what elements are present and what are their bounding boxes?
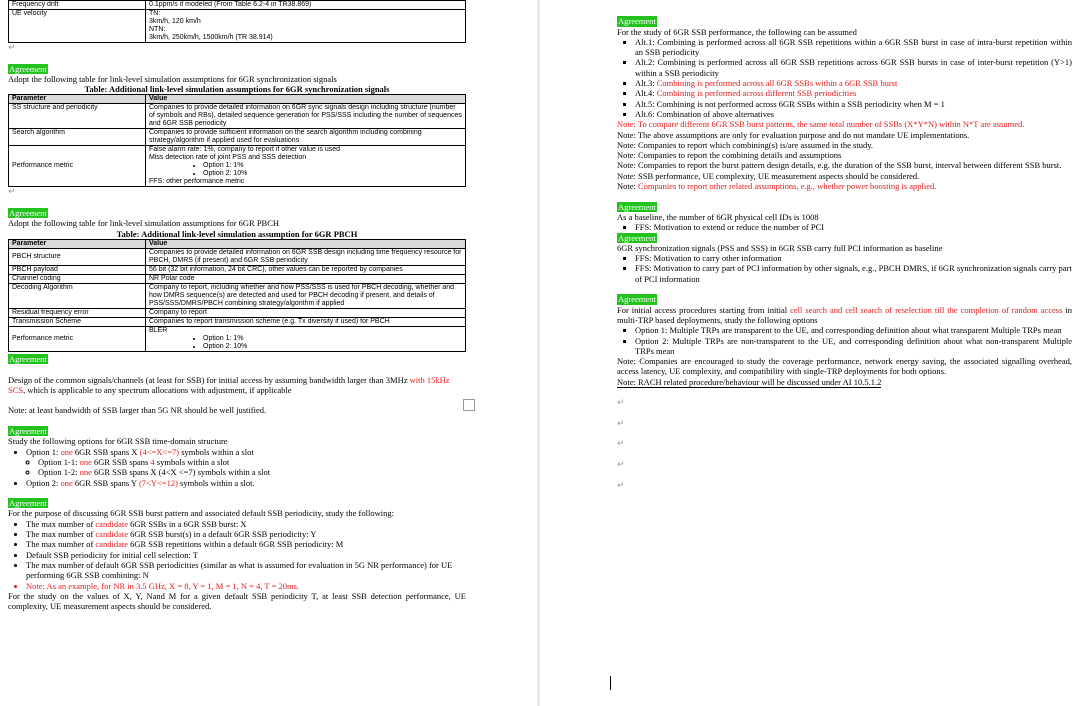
table-header-row xyxy=(9,95,466,104)
list-item: • Option 1: 1% xyxy=(203,162,462,170)
access-note: Note: RACH related procedure/behaviour will be discussed under AI 10.5.1.2 xyxy=(617,376,882,387)
agreement-label: Agreement xyxy=(618,294,656,305)
list-item: • Option 1: one 6GR SSB spans X (4<=X<=7) symbols within a slot xyxy=(26,447,466,457)
value-cell: Companies to provide detailed information on 6GR sync signals design including structure (number of symbols and RBs), detailed sequence generation for PSS/SSS including the number of sequences and 6GR SSB periodicity xyxy=(146,104,466,129)
list-item: • Option 1: 1% xyxy=(203,335,462,343)
sync-intro: Adopt the following table for link-level simulation assumptions for 6GR synchronization signals xyxy=(8,73,337,84)
agreement-label: Agreement xyxy=(9,208,47,219)
table-row xyxy=(9,146,466,187)
resize-handle[interactable] xyxy=(463,399,475,411)
value-cell: 56 bit (32 bit information, 24 bit CRC), other values can be reported by companies xyxy=(146,265,466,274)
param-cell: Transmission Scheme xyxy=(9,317,146,326)
value-cell: Company to report, including whether and how PSS/SSS is used for PBCH decoding, whether and how DMRS sequence(s) are detected and used for PBCH decoding if present, and details of PSS/SSS/DMRS/PBCH combining strategy/algorithm if applied xyxy=(146,283,466,308)
assume-note: Note: Companies to report the burst pattern design details, e.g. the duration of the SSB burst, interval between different SSB burst. xyxy=(617,160,1062,171)
list-item: ▪ Alt.1: Combining is performed across all 6GR SSB repetitions within a 6GR SSB burst in case of intra-burst repetition within an SSB periodicity xyxy=(635,37,1072,58)
cellid-text: As a baseline, the number of 6GR physical cell IDs is 1008 xyxy=(617,211,819,222)
param-cell: Channel coding xyxy=(9,274,146,283)
paragraph-mark: ↵ xyxy=(617,480,625,491)
list-item: ▪ Alt.5: Combining is not performed across 6GR SSBs within a SSB periodicity when M = 1 xyxy=(635,99,1072,109)
value-line: False alarm rate: 1%, company to report if other value is used xyxy=(149,146,341,154)
agreement-label: Agreement xyxy=(618,232,656,243)
agreement-label: Agreement xyxy=(9,498,47,509)
param-cell: Search algorithm xyxy=(9,129,146,146)
agreement-label: Agreement xyxy=(618,201,656,212)
param-cell: UE velocity xyxy=(9,10,146,43)
table-row xyxy=(9,1,466,10)
assume-note: Note: The above assumptions are only for evaluation purpose and do not mandate UE implementations. xyxy=(617,129,970,140)
assume-note-red: Note: To compare different 6GR SSB burst patterns, the same total number of SSBs (X*Y*N) within N*T are assumed. xyxy=(617,119,1025,130)
pbch-table-caption: Table: Additional link-level simulation assumption for 6GR PBCH xyxy=(116,228,358,239)
list-item: • Option 2: 10% xyxy=(203,170,462,178)
agreement-label: Agreement xyxy=(618,16,656,27)
text-cursor xyxy=(610,676,611,690)
bandwidth-text: Design of the common signals/channels (at least for SSB) for initial access by assuming bandwidth larger than 3MHz with 15kHz SCS, which is applicable to any spectrum allocations with adjustment, if applicable xyxy=(8,374,450,395)
list-item: ▪ Alt.4: Combining is performed across different SSB periodicities xyxy=(635,88,1072,98)
param-cell: Decoding Algorithm xyxy=(9,283,146,308)
list-item: • Option 2: one 6GR SSB spans Y (7<Y<=12) symbols within a slot. xyxy=(26,478,466,488)
list-item: • Note: As an example, for NR in 3.5 GHz, X = 8, Y = 1, M = 1, N = 4, T = 20ms. xyxy=(26,581,466,591)
value-line: TN: xyxy=(149,10,161,17)
value-cell: Company to report xyxy=(146,308,466,317)
agreement-label: Agreement xyxy=(9,426,47,437)
document-page-left xyxy=(0,0,537,706)
paragraph-mark: ↵ xyxy=(8,43,16,53)
list-item: • The max number of candidate 6GR SSBs in a 6GR SSB burst: X xyxy=(26,519,466,529)
list-item: ▪ Alt.2: Combining is performed across all 6GR SSB repetitions across 6GR SSB bursts in case of inter-burst repetition (Y>1) within a SSB periodicity xyxy=(635,57,1072,78)
list-item: ▪ FFS: Motivation to extend or reduce the number of PCI xyxy=(635,222,1072,232)
value-cell xyxy=(146,146,466,187)
param-cell: Residual frequency error xyxy=(9,308,146,317)
paragraph-mark: ↵ xyxy=(617,460,625,471)
table-row xyxy=(9,104,466,129)
pbch-table xyxy=(8,239,466,352)
sync-table-caption: Table: Additional link-level simulation assumptions for 6GR synchronization signals xyxy=(84,84,390,95)
value-line: BLER xyxy=(149,326,168,334)
list-item: ◦ Option 1-1: one 6GR SSB spans 4 symbols within a slot xyxy=(38,457,466,467)
paragraph-mark: ↵ xyxy=(617,418,625,429)
value-cell xyxy=(146,326,466,351)
list-item: ▪ Option 1: Multiple TRPs are transparent to the UE, and corresponding definition about what transparent Multiple TRPs mean xyxy=(635,325,1072,335)
param-cell: Performance metric xyxy=(9,146,146,187)
pbch-intro: Adopt the following table for link-level simulation assumptions for 6GR PBCH xyxy=(8,218,280,229)
table-row xyxy=(9,10,466,43)
value-cell: 0.1ppm/s if modeled (From Table 6.2-4 in TR38.869) xyxy=(146,1,466,10)
table-header-row xyxy=(9,239,466,248)
agreement-label: Agreement xyxy=(9,353,47,364)
assume-note: Note: Companies to report which combining(s) is/are assumed in the study. xyxy=(617,139,874,150)
param-cell: SS structure and periodicity xyxy=(9,104,146,129)
value-line: NTN: xyxy=(149,26,166,33)
assume-intro: For the study of 6GR SSB performance, the following can be assumed xyxy=(617,26,857,37)
param-cell: Frequency drift xyxy=(9,1,146,10)
agreement-label: Agreement xyxy=(9,63,47,74)
burst-final: For the study on the values of X, Y, Nand M for a given default SSB periodicity T, at least SSB detection performance, UE complexity, UE measurement aspects should be considered. xyxy=(8,590,466,612)
paragraph-mark: ↵ xyxy=(617,439,625,450)
table-row xyxy=(9,274,466,283)
time-domain-intro: Study the following options for 6GR SSB time-domain structure xyxy=(8,436,228,447)
pci-text: 6GR synchronization signals (PSS and SSS) in 6GR SSB carry full PCI information as baseline xyxy=(617,242,943,253)
list-item: • The max number of default 6GR SSB periodicities (similar as what is assumed for evaluation in 5G NR performance) for UE performing 6GR SSB combining: N xyxy=(26,560,466,581)
table-row xyxy=(9,248,466,265)
paragraph-mark: ↵ xyxy=(617,398,625,409)
param-cell: PBCH payload xyxy=(9,265,146,274)
list-item: ▪ Alt.6: Combination of above alternatives xyxy=(635,109,1072,119)
list-item: ▪ FFS: Motivation to carry part of PCI information by other signals, e.g., PBCH DMRS, if 6GR synchronization signals carry part of PCI information xyxy=(635,263,1072,284)
list-item: • Option 2: 10% xyxy=(203,343,462,351)
value-cell: Companies to provide detailed information on 6GR SSB design including time frequency resource for PBCH, DMRS (if present) and 6GR SSB periodicity xyxy=(146,248,466,265)
bandwidth-note: Note: at least bandwidth of SSB larger than 5G NR should be well justified. xyxy=(8,405,267,416)
sync-table xyxy=(8,94,466,187)
table-row xyxy=(9,129,466,146)
table-row xyxy=(9,265,466,274)
value-cell: Companies to report transmission scheme (e.g. Tx diversity if used) for PBCH xyxy=(146,317,466,326)
table-row xyxy=(9,326,466,351)
paragraph-mark: ↵ xyxy=(8,187,16,198)
header-value: Value xyxy=(146,95,466,104)
header-parameter: Parameter xyxy=(9,239,146,248)
page-right-content xyxy=(617,6,1072,491)
param-cell: Performance metric xyxy=(9,326,146,351)
top-param-table xyxy=(8,0,466,43)
value-cell xyxy=(146,10,466,43)
header-parameter: Parameter xyxy=(9,95,146,104)
list-item: ▪ Option 2: Multiple TRPs are non-transparent to the UE, and corresponding definition about what non-transparent Multiple TRPs mean xyxy=(635,336,1072,357)
value-line: FFS: other performance metric xyxy=(149,178,245,186)
assume-note: Note: Companies to report other related assumptions, e.g., whether power boosting is applied. xyxy=(617,181,937,192)
page-left-content xyxy=(8,0,466,611)
document-page-right xyxy=(540,0,1080,706)
value-cell: NR Polar code xyxy=(146,274,466,283)
access-text: For initial access procedures starting from initial cell search and cell search of reselection till the completion of random access in multi-TRP based deployments, study the following options xyxy=(617,304,1072,325)
burst-intro: For the purpose of discussing 6GR SSB burst pattern and associated default SSB periodicity, study the following: xyxy=(8,508,394,519)
assume-note: Note: Companies to report the combining details and assumptions xyxy=(617,150,842,161)
table-row xyxy=(9,283,466,308)
table-row xyxy=(9,317,466,326)
list-item: • The max number of candidate 6GR SSB burst(s) in a default 6GR SSB periodicity: Y xyxy=(26,529,466,539)
list-item: • The max number of candidate 6GR SSB repetitions within a default 6GR SSB periodicity: M xyxy=(26,539,466,549)
list-item: ◦ Option 1-2: one 6GR SSB spans X (4<X <=7) symbols within a slot xyxy=(38,467,466,477)
assume-note: Note: SSB performance, UE complexity, UE measurement aspects should be considered. xyxy=(617,170,920,181)
access-note: Note: Companies are encouraged to study the coverage performance, network energy saving, the associated signalling overhead, access latency, UE complexity, and compatibility with single-TRP deployments for both options. xyxy=(617,356,1072,377)
list-item: ▪ Alt.3: Combining is performed across all 6GR SSBs within a 6GR SSB burst xyxy=(635,78,1072,88)
value-line: 3km/h, 120 km/h xyxy=(149,18,201,25)
list-item: ▪ FFS: Motivation to carry other information xyxy=(635,253,1072,263)
value-line: 3km/h, 250km/h, 1500km/h (TR 38.914) xyxy=(149,34,273,41)
value-cell: Companies to provide sufficient information on the search algorithm including combining strategy/algorithm if applied used for evaluations xyxy=(146,129,466,146)
value-line: Miss detection rate of joint PSS and SSS detection xyxy=(149,154,307,162)
header-value: Value xyxy=(146,239,466,248)
list-item: • Default SSB periodicity for initial cell selection: T xyxy=(26,550,466,560)
param-cell: PBCH structure xyxy=(9,248,146,265)
table-row xyxy=(9,308,466,317)
